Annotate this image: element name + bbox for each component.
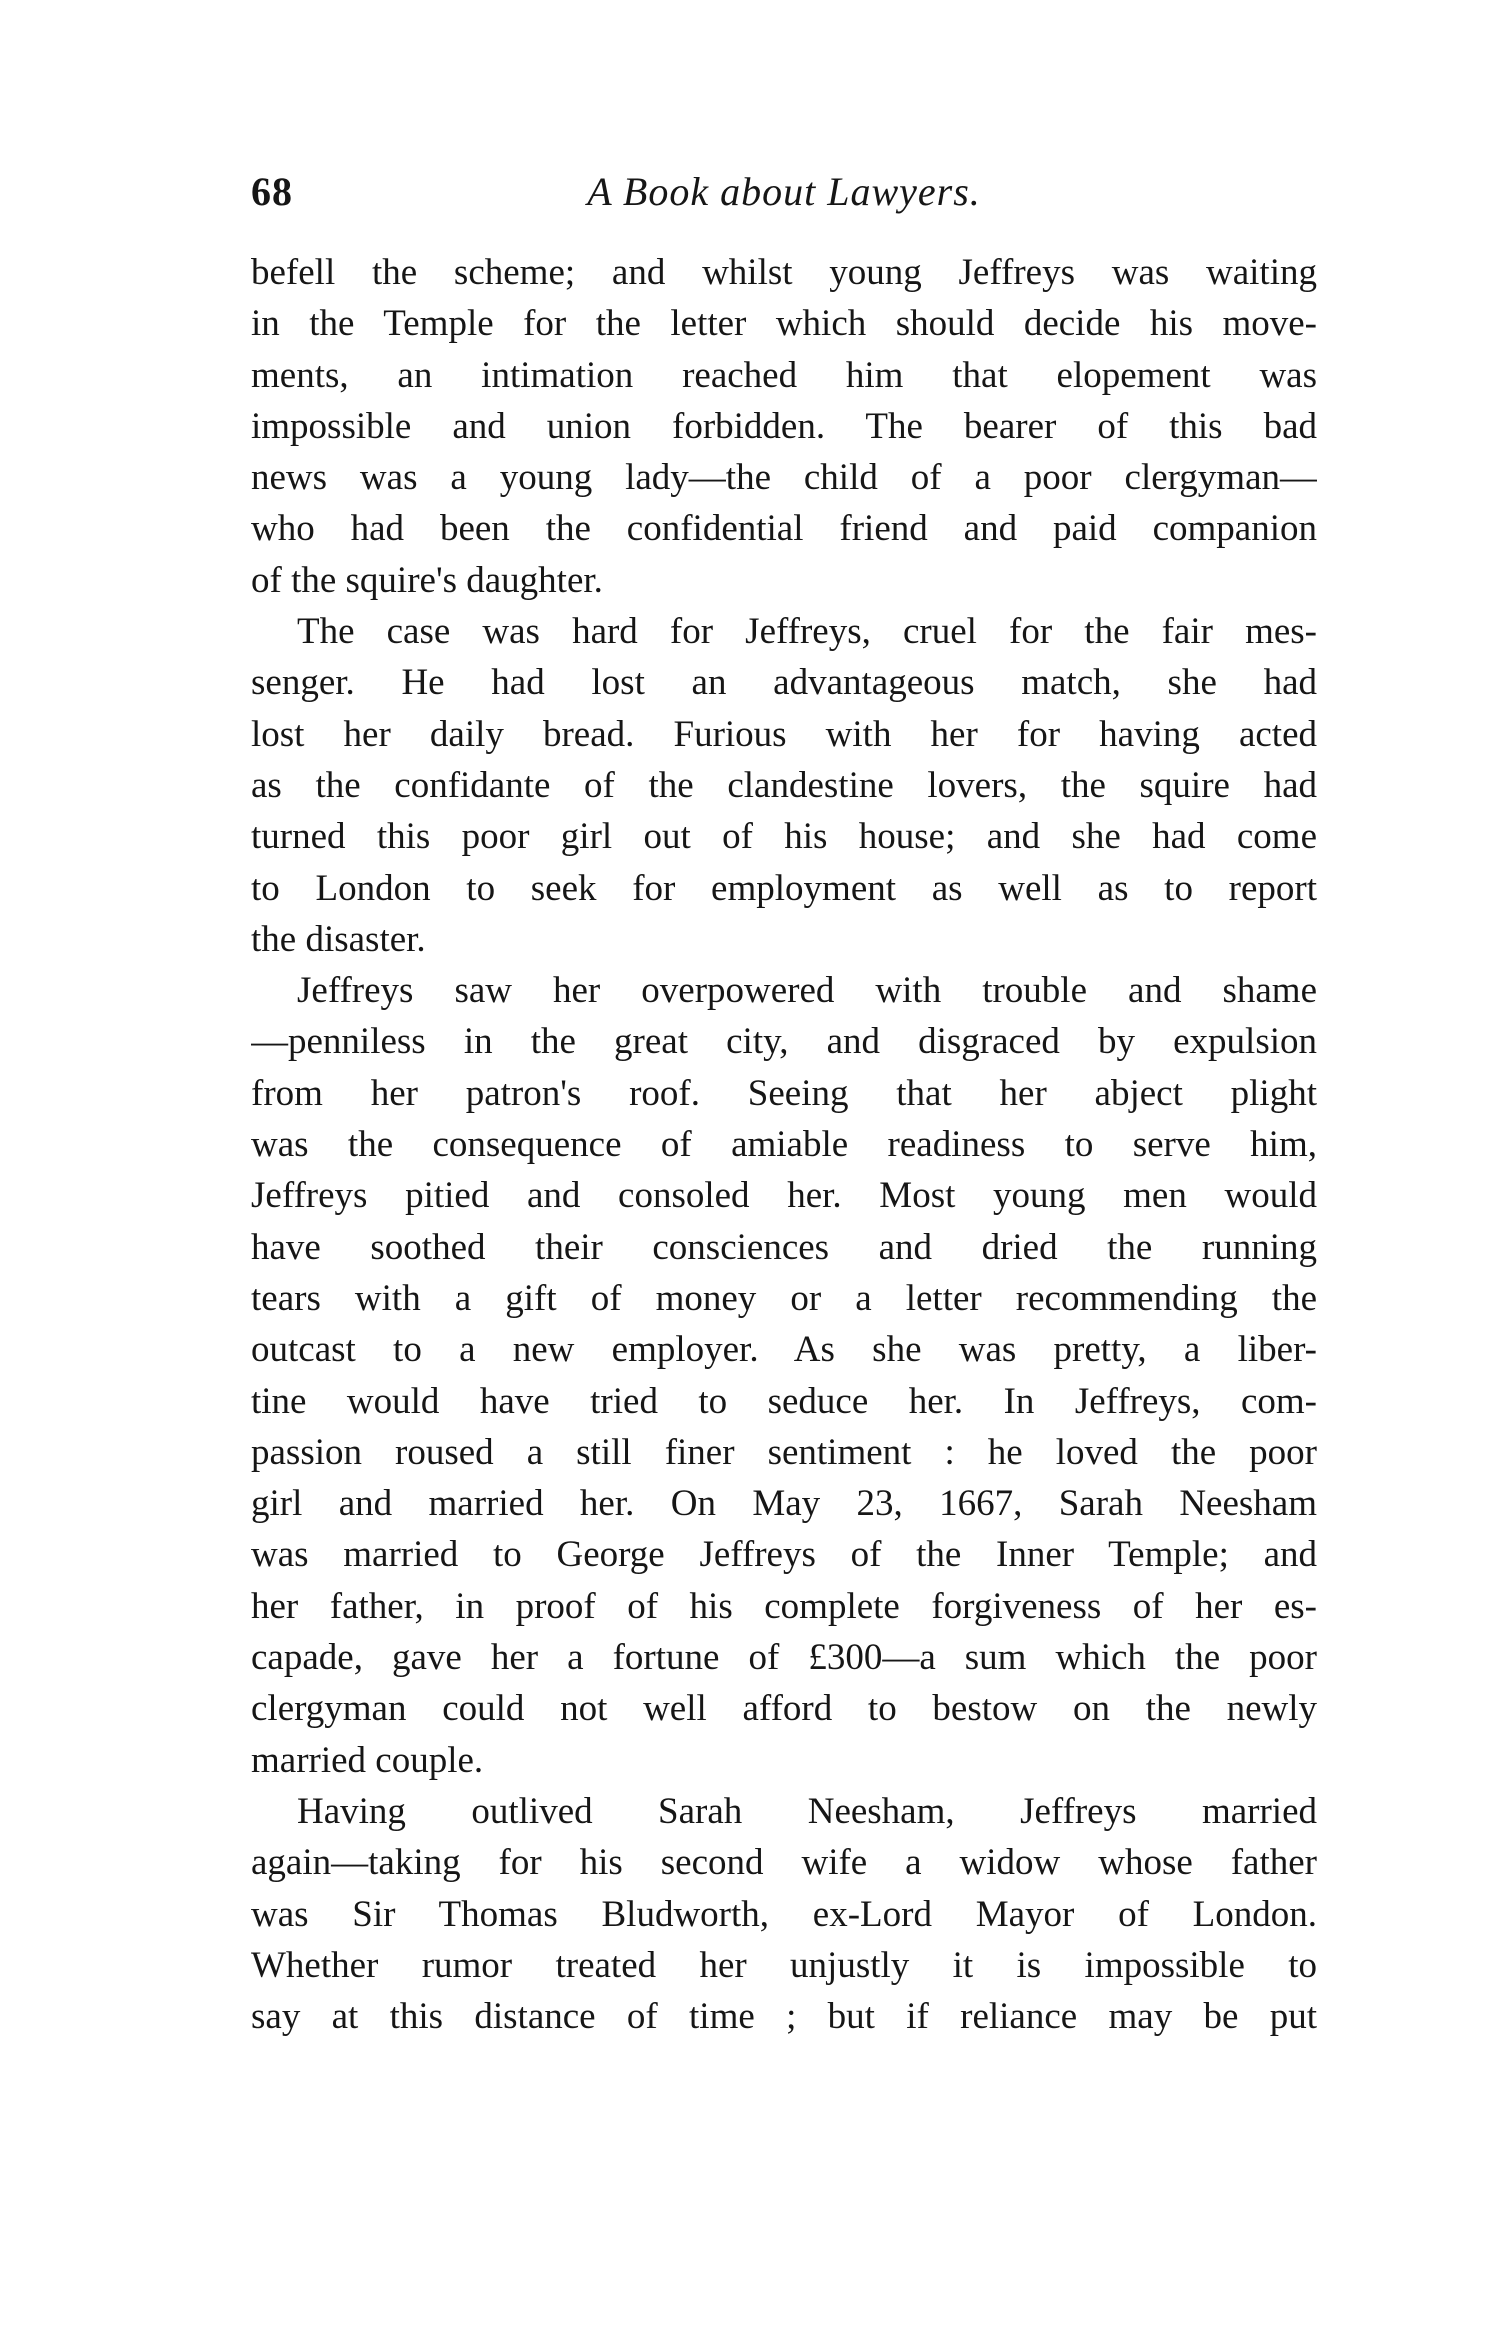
text-line: have soothed their consciences and dried the running	[251, 1226, 1317, 1268]
body-text	[251, 247, 1317, 2042]
text-line: in the Temple for the letter which should decide his move-	[251, 303, 1317, 345]
text-line: was married to George Jeffreys of the Inner Temple; and	[251, 1534, 1317, 1576]
text-line: lost her daily bread. Furious with her for having acted	[251, 713, 1317, 755]
text-line: again—taking for his second wife a widow whose father	[251, 1842, 1317, 1884]
text-line: ments, an intimation reached him that elopement was	[251, 354, 1317, 396]
text-line: capade, gave her a fortune of £300—a sum which the poor	[251, 1637, 1317, 1679]
text-line: to London to seek for employment as well as to report	[251, 867, 1317, 909]
text-line: from her patron's roof. Seeing that her abject plight	[251, 1072, 1317, 1114]
text-line: say at this distance of time ; but if reliance may be put	[251, 1996, 1317, 2038]
text-line: impossible and union forbidden. The bearer of this bad	[251, 405, 1317, 447]
running-title: A Book about Lawyers.	[587, 169, 981, 214]
text-line: news was a young lady—the child of a poor clergyman—	[251, 457, 1317, 499]
text-line: Having outlived Sarah Neesham, Jeffreys married	[297, 1790, 1317, 1832]
page-number: 68	[251, 169, 293, 214]
text-line: the disaster.	[251, 918, 426, 960]
text-line: as the confidante of the clandestine lovers, the squire had	[251, 764, 1317, 806]
text-line: clergyman could not well afford to bestow on the newly	[251, 1688, 1317, 1730]
text-line: The case was hard for Jeffreys, cruel for the fair mes-	[297, 611, 1317, 653]
text-line: her father, in proof of his complete forgiveness of her es-	[251, 1585, 1317, 1627]
text-line: passion roused a still finer sentiment : he loved the poor	[251, 1431, 1317, 1473]
text-line: senger. He had lost an advantageous match, she had	[251, 662, 1317, 704]
text-line: was Sir Thomas Bludworth, ex-Lord Mayor of London.	[251, 1893, 1317, 1935]
text-line: Jeffreys saw her overpowered with trouble and shame	[297, 970, 1317, 1012]
text-line: outcast to a new employer. As she was pretty, a liber-	[251, 1329, 1317, 1371]
text-line: married couple.	[251, 1739, 484, 1781]
text-line: Jeffreys pitied and consoled her. Most young men would	[251, 1175, 1317, 1217]
text-line: was the consequence of amiable readiness to serve him,	[251, 1124, 1317, 1166]
running-head	[251, 168, 1317, 228]
text-line: tine would have tried to seduce her. In Jeffreys, com-	[251, 1380, 1317, 1422]
text-line: befell the scheme; and whilst young Jeffreys was waiting	[251, 252, 1317, 293]
text-line: who had been the confidential friend and paid companion	[251, 508, 1317, 550]
text-line: Whether rumor treated her unjustly it is impossible to	[251, 1944, 1317, 1986]
text-line: —penniless in the great city, and disgraced by expulsion	[251, 1021, 1317, 1063]
text-line: girl and married her. On May 23, 1667, Sarah Neesham	[251, 1483, 1317, 1525]
text-line: tears with a gift of money or a letter recommending the	[251, 1277, 1317, 1319]
text-line: turned this poor girl out of his house; and she had come	[251, 816, 1317, 858]
text-line: of the squire's daughter.	[251, 559, 603, 601]
